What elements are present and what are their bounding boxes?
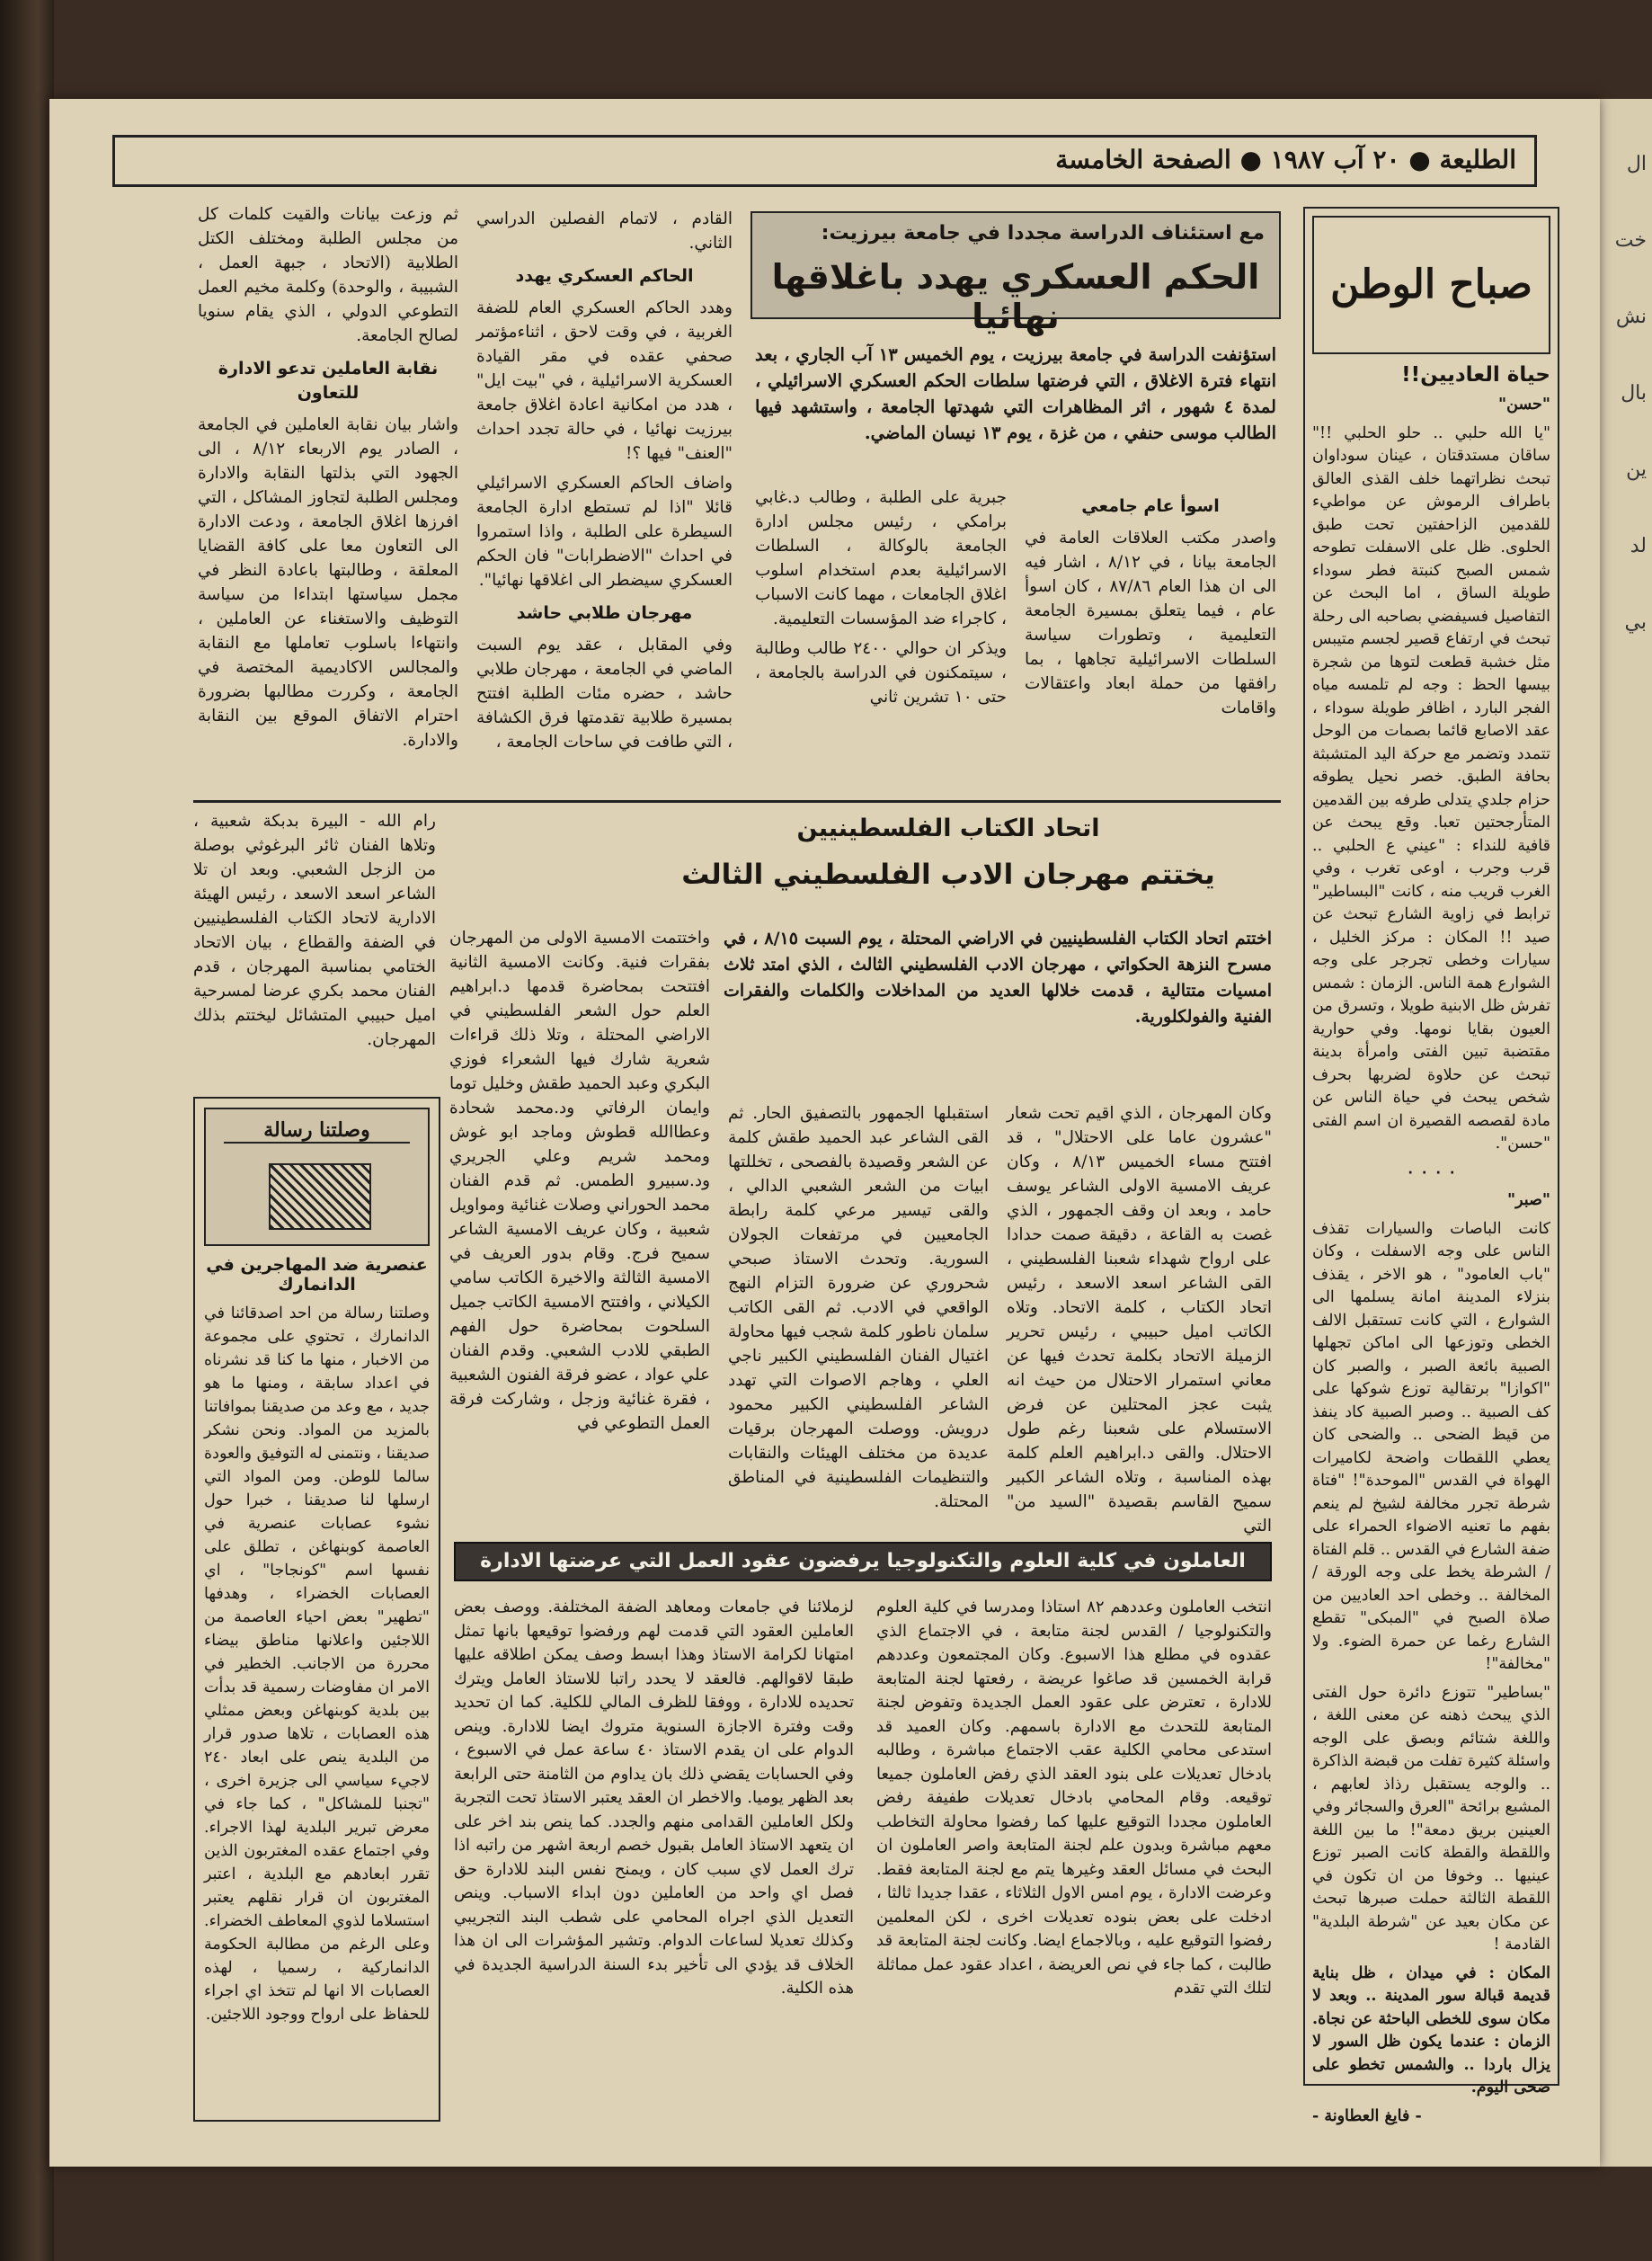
birzeit-headline: الحكم العسكري يهدد باغلاقها نهائيا xyxy=(771,257,1260,336)
birzeit-subhead: الحاكم العسكري يهدد xyxy=(515,266,694,286)
column-paragraph: كانت الباصات والسيارات تقذف الناس على وجه الاسفلت ، وكان "باب العامود" ، هو الاخر ، يقذف بنزلاء المدينة امانة يسلمها الى الشوارع ، التي كانت تستقبل الالف الخطى وتوزعها الى اماكن تجهلها الصبية بائعة الصبر ، والصبر كان "اكوازا" برتقالية توزع شوكها على كف الصبية .. وصبر الصبية كاد ينفذ من قيظ الضحى .. والضحى كان يعطي اللقطات واضحة لكاميرات الهواة في القدس "الموحدة"! "فتاة شرطة تجرر مخالفة لشيخ لم ينعم بفهم ما تعنيه الاضواء الحمراء على ضفة الشارع في القدس .. قلم الفتاة / الشرطة يخط على وجه الورقة / المخالفة .. وخطى احد العاديين من صلاة الصبح في "المبكى" تقطع الشارع رغما عن حمرة الضوء. ولا "مخالفة"! xyxy=(1312,1219,1550,1673)
writers-paragraph: استقبلها الجمهور بالتصفيق الحار. ثم القى الشاعر عبد الحميد طقش كلمة عن الشعر وقصيدة بالفصحى ، تخللتها ابيات من الشعر الشعبي الدالي ، والقى تيسير مرعي كلمة رابطة الجامعيين في مرتفعات الجولان السورية. وتحدث الاستاذ صبحي شحروري عن ضرورة التزام النهج الواقعي في الادب. ثم القى الكاتب سلمان ناطور كلمة شجب فيها محاولة اغتيال الفنان الفلسطيني الكبير ناجي العلي ، وهاجم الاصوات التي تهدد الشاعر الفلسطيني الكبير محمود درويش. ووصلت المهرجان برقيات عديدة من مختلف الهيئات والنقابات والتنظيمات الفلسطينية في المناطق المحتلة. xyxy=(728,1104,989,1511)
birzeit-paragraph: واشار بيان نقابة العاملين في الجامعة ، الصادر يوم الاربعاء ٨/١٢ ، الى الجهود التي بذلتها النقابة والادارة ومجلس الطلبة لتجاوز المشاكل ، التي افرزها اغلاق الجامعة ، ودعت الادارة الى التعاون معا على كافة القضايا المعلقة ، وطالبتها باعادة النظر في مجمل سياستها ابتداءا من سياسة التوظيف والاستغناء عن العاملين ، وانتهاءا باسلوب تعاملها مع النقابة والمجالس الاكاديمية المختصة في الجامعة ، وكررت مطالبها بضرورة احترام الاتفاق الموقع بين النقابة والادارة. xyxy=(198,415,458,750)
birzeit-subhead: مهرجان طلابي حاشد xyxy=(516,603,693,623)
column-paragraph: "يا الله حلبي .. حلو الحلبي !!" ساقان مستدقتان ، عينان سوداوان تبحث نظراتهما خلف القذى العالق باطراف الرموش عن مواطيء للقدمين الزاحفتين تحت طبق الحلوى. ظل على الاسفلت تطوحه شمس الصبح كنبتة فطر سوداء طويلة الساق ، اما البحث عن التفاصيل فسيفضي بصاحبه الى رحلة تبحث في ارتفاع قصير لجسم متيبس مثل خشبة قطعت لتوها من شجرة بيسها الحظ : وجه لم تلمسه مياه الفجر البارد ، اظافر طويلة سوداء ، عقد الاصابع قائما بصمات من الوحل تتمدد وتضمر مع حركة اليد المتشبثة بحافة الطبق. خصر نحيل يطوقه حزام جلدي يتدلى طرفه بين القدمين المتأرجحتين تعبا. وقع يبحث عن قافية للنداء : "عيني ع الحلبي .. قرب وجرب ، اوعى تغرب ، وفي الغرب قريب منه ، كانت "البساطير" ترابط في زاوية الشارع تبحث عن صيد !! المكان : مركز الخليل ، سيارات وخطى تجرجر على وجه الشوارع همة الناس. الزمان : شمس تفرش ظل الابنية طويلا ، وتسرق من العيون بقايا نومها. وفي حوارية مقتضبة تبين الفتى وامرأة بدينة تبحث عن حلاوة لضربها بحرف شخص يبحث في حياة الناس عن مادة لقصصه القصيرة ان اسم الفتى "حسن". xyxy=(1312,423,1550,1153)
birzeit-col-2 xyxy=(755,485,1007,791)
writers-col-3 xyxy=(449,926,710,1533)
adjacent-page-fragment: ال xyxy=(1626,153,1647,175)
letter-illustration xyxy=(204,1108,430,1246)
envelope-drawing xyxy=(269,1163,371,1230)
denmark-body xyxy=(204,1302,430,2026)
birzeit-col-3 xyxy=(476,207,733,791)
writers-headline: يختتم مهرجان الادب الفلسطيني الثالث xyxy=(681,859,1215,891)
adjacent-page-edge xyxy=(1596,99,1652,2167)
denmark-caption: عنصرية ضد المهاجرين في الدانمارك xyxy=(206,1255,428,1295)
column-sabah-alwatan xyxy=(1303,207,1559,2125)
workers-headline-band xyxy=(454,1542,1272,1581)
section-divider: ٠ ٠ ٠ ٠ xyxy=(1406,1162,1457,1181)
birzeit-paragraph: وهدد الحاكم العسكري العام للضفة الغربية ، في وقت لاحق ، اثناءمؤتمر صحفي عقده في مقر القيادة العسكرية الاسرائيلية ، في "بيت ايل" ، هدد من امكانية اعادة اغلاق جامعة بيرزيت نهائيا ، في حالة تجدد احداث "العنف" فيها ؟! xyxy=(476,298,733,463)
denmark-paragraph: وصلتنا رسالة من احد اصدقائنا في الدانمارك ، تحتوي على مجموعة من الاخبار ، منها ما كنا قد نشرناه في اعداد سابقة ، ومنها ما هو جديد ، مع وعد من صديقنا بموافاتنا بالمزيد من المواد. ونحن نشكر صديقنا ، ونتمنى له التوفيق والعودة سالما للوطن. ومن المواد التي ارسلها لنا صديقنا ، خبرا حول نشوء عصابات عنصرية في العاصمة كوبنهاغن ، تطلق على نفسها اسم "كونجاجا" ، اي العصابات الخضراء ، وهدفها "تطهير" بعض احياء العاصمة من اللاجئين واعلانها مناطق بيضاء محررة من الاجانب. الخطير في الامر ان مفاوضات رسمية قد بدأت بين بلدية كوبنهاغن وبعض ممثلي هذه العصابات ، تلاها صدور قرار من البلدية ينص على ابعاد ٢٤٠ لاجيء سياسي الى جزيرة اخرى ، "تجنبا للمشاكل" ، كما جاء في معرض تبرير البلدية لهذا الاجراء. وفي اجتماع عقده المغتربون الذين تقرر ابعادهم مع البلدية ، اعتبر المغتربون ان قرار نقلهم يعتبر استسلاما لذوي المعاطف الخضراء. وعلى الرغم من مطالبة الحكومة الدانماركية ، رسميا ، لهذه العصابات الا انها لم تتخذ اي اجراء للحفاظ على ارواح ووجود اللاجئين. xyxy=(204,1304,430,2024)
page-header xyxy=(112,135,1537,187)
adjacent-page-fragment: خت xyxy=(1614,229,1647,252)
adjacent-page-fragment: نش xyxy=(1615,306,1647,328)
section-title: "صبر" xyxy=(1506,1191,1550,1209)
section-title: "حسن" xyxy=(1498,396,1550,414)
birzeit-paragraph: ويذكر ان حوالي ٢٤٠٠ طالب وطالبة ، سيتمكنون في الدراسة بالجامعة ، حتى ١٠ تشرين ثاني xyxy=(755,639,1007,707)
writers-col-1 xyxy=(1007,1101,1272,1536)
column-paragraph: "بساطير" تتوزع دائرة حول الفتى الذي يبحث ذهنه عن معنى اللغة ، واللغة شتائم وبصق على الوجه واسئلة كثيرة تفلت من قبضة الذاكرة .. والوجه يستقبل رذاذ لعابهم ، المشبع برائحة "العرق والسجائر وفي العينين بريق دمعة"! ما بين اللغة واللقطة والقطة كانت الصبر توزع عينيها .. وخوفا من ان تكون في اللقطة الثالثة حملت صبرها تبحث عن مكان بعيد عن "شرطة البلدية" القادمة ! xyxy=(1312,1683,1550,1954)
column-logo: صباح الوطن xyxy=(1312,216,1550,354)
page-header-text: الطليعة ● ٢٠ آب ١٩٨٧ ● الصفحة الخامسة xyxy=(1055,145,1516,174)
column-kicker: حياة العاديين!! xyxy=(1401,363,1550,387)
writers-paragraph: واختتمت الامسية الاولى من المهرجان بفقرات فنية. وكانت الامسية الثانية افتتحت بمحاضرة قدمها د.ابراهيم العلم حول الشعر الفلسطيني في الاراضي المحتلة ، وتلا ذلك قراءات شعرية شارك فيها الشعراء فوزي البكري وعبد الحميد طقش وخليل توما وايمان الرفاتي ود.محمد شحادة وعطاالله قطوش وماجد ابو غوش ومحمد شريم وعلي الجريري ود.سبيرو الطمس. ثم قدم الفنان محمد الحوراني وصلات غنائية ومواويل شعبية ، وكان عريف الامسية الشاعر سميح فرج. وقام بدور العريف في الامسية الثالثة والاخيرة الكاتب سامي الكيلاني ، وافتتح الامسية الكاتب جميل السلحوت بمحاضرة حول الفهم الطبقي للادب الشعبي. وقدم الفنان علي عواد ، عضو فرقة الفنون الشعبية ، فقرة غنائية وزجل ، وشاركت فرقة العمل التطوعي في xyxy=(449,929,710,1433)
workers-paragraph: لزملائنا في جامعات ومعاهد الضفة المختلفة. ووصف بعض العاملين العقود التي قدمت لهم ورفضوا توقيعها بانها تمثل امتهانا لكرامة الاستاذ وهذا ابسط وصف يمكن اطلاقه عليها طبقا لاقوالهم. فالعقد لا يحدد راتبا للاستاذ العامل ويترك تحديده للادارة ، ووفقا للظرف المالي للكلية. كما ان تحديد وقت وفترة الاجازة السنوية متروك ايضا للادارة. وينص الدوام على ان يقدم الاستاذ ٤٠ ساعة عمل في الاسبوع ، وفي الحسابات يقضي ذلك بان يداوم من الثامنة حتى الرابعة بعد الظهر يوميا. والاخطر ان العقد يعتبر الاستاذ تحت التجربة ولكل العاملين القدامى منهم والجدد. كما ينص بند اخر على ان يتعهد الاستاذ العامل بقبول خصم اربعة اشهر من راتبه اذا ترك العمل لاي سبب كان ، ويمنح نفس البند للادارة حق فصل اي واحد من العاملين دون ابداء الاسباب. وينص التعديل الذي اجراه المحامي على شطب البند التجريبي وكذلك تعديلا لساعات الدوام. وتشير المؤشرات الى ان هذا الخلاف قد يؤدي الى تأخير بدء السنة الدراسية الجديدة في هذه الكلية. xyxy=(454,1598,854,1998)
birzeit-paragraph: واصدر مكتب العلاقات العامة في الجامعة بيانا ، في ٨/١٢ ، اشار فيه الى ان هذا العام ٨٧/٨٦ ، كان اسوأ عام ، فيما يتعلق بمسيرة الجامعة التعليمية ، وتطورات سياسة السلطات الاسرائيلية تجاهها ، بما رافقها من حملة ابعاد واعتقالات واقامات xyxy=(1025,529,1277,717)
birzeit-subhead: اسوأ عام جامعي xyxy=(1081,496,1220,516)
writers-kicker: اتحاد الكتاب الفلسطينيين xyxy=(796,814,1100,842)
denmark-box xyxy=(193,1097,440,2122)
adjacent-page-fragment: بال xyxy=(1621,382,1647,405)
birzeit-paragraph: ثم وزعت بيانات والقيت كلمات كل من مجلس الطلبة ومختلف الكتل الطلابية (الاتحاد ، جبهة العمل ، الشبيبة ، والوحدة) وكلمة مخيم العمل التطوعي الدولي ، الذي يقام سنويا لصالح الجامعة. xyxy=(198,205,458,345)
column-body xyxy=(1312,394,1550,2128)
writers-headline-box xyxy=(625,809,1272,917)
newspaper-page xyxy=(49,99,1600,2167)
birzeit-lead-text: استؤنفت الدراسة في جامعة بيرزيت ، يوم الخميس ١٣ آب الجاري ، بعد انتهاء فترة الاغلاق ، التي فرضتها سلطات الحكم العسكري الاسرائيلي ، لمدة ٤ شهور ، اثر المظاهرات التي شهدتها الجامعة ، واستشهد فيها الطالب موسى حنفي ، من غزة ، يوم ١٣ نيسان الماضي. xyxy=(755,344,1276,443)
birzeit-paragraph: القادم ، لاتمام الفصلين الدراسي الثاني. xyxy=(476,209,733,253)
birzeit-headline-box xyxy=(751,211,1281,336)
book-spine xyxy=(0,0,54,2261)
writers-paragraph: وكان المهرجان ، الذي اقيم تحت شعار "عشرون عاما على الاحتلال" ، قد افتتح مساء الخميس ٨/١٣ ، وكان عريف الامسية الاولى الشاعر يوسف حامد ، وبعد ان وقف الجمهور ، الذي غصت به القاعة ، دقيقة صمت حدادا على ارواح شهداء شعبنا الفلسطيني ، القى الشاعر اسعد الاسعد ، رئيس اتحاد الكتاب ، كلمة الاتحاد. وتلاه الكاتب اميل حبيبي ، رئيس تحرير الزميلة الاتحاد بكلمة تحدث فيها عن معاني استمرار الاحتلال من حيث انه يثبت عجز المحتلين عن فرض الاستسلام على شعبنا رغم طول الاحتلال. والقى د.ابراهيم العلم كلمة بهذه المناسبة ، وتلاه الشاعر الكبير سميح القاسم بقصيدة "السيد من" التي xyxy=(1007,1104,1272,1536)
writers-paragraph: رام الله - البيرة بدبكة شعبية ، وتلاها الفنان ثائر البرغوثي بوصلة من الزجل الشعبي. وبعد ان تلا الشاعر اسعد الاسعد ، رئيس الهيئة الادارية لاتحاد الكتاب الفلسطينيين في الضفة والقطاع ، بيان الاتحاد الختامي بمناسبة المهرجان ، قدم الفنان محمد بكري عرضا لمسرحية اميل حبيبي المتشائل ليختتم بذلك المهرجان. xyxy=(193,812,436,1049)
birzeit-paragraph: وفي المقابل ، عقد يوم السبت الماضي في الجامعة ، مهرجان طلابي حاشد ، حضره مئات الطلبة افتتح بمسيرة طلابية تقدمتها فرق الكشافة ، التي طافت في ساحات الجامعة ، xyxy=(476,636,733,752)
workers-col-1 xyxy=(876,1596,1272,2126)
birzeit-col-4 xyxy=(198,202,458,791)
birzeit-kicker: مع استئناف الدراسة مجددا في جامعة بيرزيت: xyxy=(821,222,1265,245)
letter-badge: وصلتنا رسالة xyxy=(224,1118,410,1144)
column-signature: - فايغ العطاونة - xyxy=(1312,2106,1422,2125)
writers-lead xyxy=(724,926,1272,1097)
section-rule xyxy=(193,800,1281,803)
adjacent-page-fragment: بي xyxy=(1624,611,1647,634)
workers-paragraph: انتخب العاملون وعددهم ٨٢ استاذا ومدرسا في كلية العلوم والتكنولوجيا / القدس لجنة متابعة ، في الاجتماع الذي عقدوه في مطلع هذا الاسبوع. وكان المجتمعون وعددهم قرابة الخمسين قد صاغوا عريضة ، رفعتها لجنة المتابعة للادارة ، تعترض على عقود العمل الجديدة وتفوض لجنة المتابعة للتحدث مع الادارة باسمهم. وكان العميد قد استدعى محامي الكلية عقب الاجتماع مباشرة ، وطالبه بادخال تعديلات على بنود العقد الذي رفض العاملون جميعا توقيعه. وقام المحامي بادخال تعديلات طفيفة رفض العاملون مجددا التوقيع عليها كما رفضوا محاولة التخاطب معهم مباشرة وبدون علم لجنة المتابعة واصر العاملون ان البحث في مسائل العقد وغيرها يتم مع لجنة المتابعة فقط. وعرضت الادارة ، يوم امس الاول الثلاثاء ، عقدا جديدا ثالثا ، ادخلت على بعض بنوده تعديلات اخرى ، لكن المعلمين رفضوا التوقيع عليه ، وبالاجماع ايضا. وكانت لجنة المتابعة قد طالبت ، كما جاء في نص العريضة ، اعداد عقود عمل مماثلة لتلك التي تقدم xyxy=(876,1598,1272,1998)
workers-headline: العاملون في كلية العلوم والتكنولوجيا يرفضون عقود العمل التي عرضتها الادارة xyxy=(480,1550,1246,1572)
workers-col-2 xyxy=(454,1596,854,2126)
column-paragraph: المكان : في ميدان ، ظل بناية قديمة قبالة سور المدينة .. وبعد لا مكان سوى للخطى الباحثة عن نجاة. الزمان : عندما يكون ظل السور لا يزال باردا .. والشمس تخطو على ضحى اليوم. xyxy=(1312,1963,1550,2096)
birzeit-lead xyxy=(755,342,1276,476)
writers-col-2 xyxy=(728,1101,989,1533)
birzeit-paragraph: واضاف الحاكم العسكري الاسرائيلي قائلا "اذا لم تستطع ادارة الجامعة السيطرة على الطلبة ، واذا استمروا في احداث "الاضطرابات" فان الحكم العسكري سيضطر الى اغلاقها نهائيا". xyxy=(476,474,733,590)
birzeit-col-1 xyxy=(1025,485,1276,791)
writers-col-4 xyxy=(193,809,436,1088)
birzeit-paragraph: جبرية على الطلبة ، وطالب د.غابي برامكي ، رئيس مجلس ادارة الجامعة بالوكالة ، السلطات الاسرائيلية بعدم استخدام اسلوب اغلاق الجامعات ، مهما كانت الاسباب ، كاجراء ضد المؤسسات التعليمية. xyxy=(755,488,1007,628)
adjacent-page-fragment: ين xyxy=(1626,458,1647,481)
birzeit-subhead: نقابة العاملين تدعو الادارة للتعاون xyxy=(218,359,439,403)
adjacent-page-fragment: لد xyxy=(1630,535,1647,557)
writers-lead-text: اختتم اتحاد الكتاب الفلسطينيين في الاراضي المحتلة ، يوم السبت ٨/١٥ ، في مسرح النزهة الحكواتي ، مهرجان الادب الفلسطيني الثالث ، الذي امتد ثلاث امسيات متتالية ، قدمت خلالها العديد من المداخلات والكلمات والفقرات الفنية والفولكلورية. xyxy=(724,929,1272,1027)
